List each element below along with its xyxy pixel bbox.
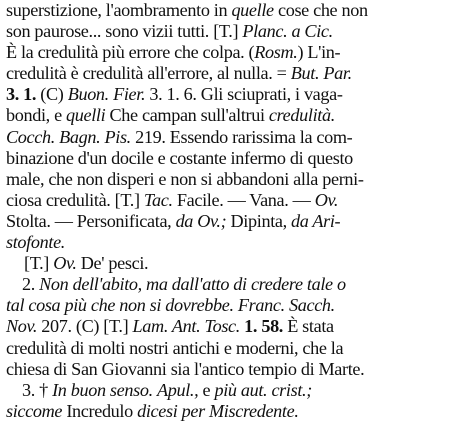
text-line — [6, 42, 469, 63]
text-run: 2. — [22, 274, 40, 295]
text-run: [T.] — [24, 253, 54, 274]
text-line — [6, 338, 469, 359]
text-run: chiesa di San Giovanni sia l'antico tempio di Marte. — [6, 358, 365, 379]
text-line — [6, 190, 469, 211]
text-run: 219. Essendo rarissima la com- — [130, 126, 353, 147]
text-run: Apul., — [156, 379, 199, 400]
text-run: 1. 58. — [239, 316, 284, 337]
text-run: ) L'in- — [297, 42, 341, 63]
text-line — [6, 401, 469, 422]
text-run: Incredulo — [62, 400, 138, 421]
text-line — [6, 84, 469, 105]
text-run: credulità è credulità all'errore, al nulla. = — [6, 63, 291, 84]
text-run: Planc. a Cic. — [242, 21, 333, 42]
text-line — [6, 105, 469, 126]
text-run: In buon senso. — [52, 379, 153, 400]
text-run: e — [198, 379, 215, 400]
text-run: Nov. — [6, 316, 38, 337]
text-run: De' pesci. — [76, 253, 149, 274]
text-run: superstizione, l'aombramento in — [6, 0, 232, 20]
text-line — [6, 0, 469, 21]
text-line — [6, 211, 469, 232]
text-run: son paurose... sono vizii tutti. [T.] — [6, 21, 243, 42]
text-run: È la credulità più errore che colpa. ( — [6, 42, 255, 63]
text-run: dicesi per Miscredente. — [137, 400, 299, 421]
text-run: male, che non disperi e non si abbandoni alla perni- — [6, 168, 364, 189]
text-run: But. Par. — [290, 63, 352, 84]
text-run: bondi, e — [6, 105, 66, 126]
text-run: Dipinta, — [226, 210, 292, 231]
text-run: Stolta. — Personificata, — [6, 210, 176, 231]
text-run: da Ov.; — [175, 210, 227, 231]
text-run: da Ari- — [291, 210, 341, 231]
text-line — [6, 274, 469, 295]
text-run: 3. † — [22, 379, 53, 400]
text-run: quelle — [231, 0, 274, 20]
text-line — [6, 232, 469, 253]
text-run: È stata — [283, 316, 334, 337]
text-run: 3. 1. 6. Gli sciuprati, i vaga- — [145, 84, 343, 105]
text-run: cose che non — [273, 0, 368, 20]
text-line — [6, 295, 469, 316]
text-line — [6, 380, 469, 401]
text-run: Tac. — [143, 189, 173, 210]
text-run: credulità. — [268, 105, 335, 126]
text-run: Ov. — [314, 189, 339, 210]
text-run: Che campan sull'altrui — [105, 105, 269, 126]
text-run: Ov. — [53, 253, 77, 274]
text-run: tal cosa più che non si dovrebbe. Franc. Sacch. — [6, 295, 335, 316]
text-run: Lam. Ant. Tosc. — [132, 316, 240, 337]
text-run: Buon. Fier. — [67, 84, 146, 105]
text-line — [6, 63, 469, 84]
text-line — [6, 169, 469, 190]
text-run: Facile. — Vana. — — [172, 189, 315, 210]
text-line — [6, 253, 469, 274]
text-run: siccome — [6, 400, 63, 421]
text-run: ciosa credulità. [T.] — [6, 189, 144, 210]
text-run: credulità di molti nostri antichi e moderni, che la — [6, 337, 344, 358]
text-line — [6, 21, 469, 42]
text-run: Rosm. — [254, 42, 298, 63]
text-run: (C) — [36, 84, 68, 105]
text-line — [6, 148, 469, 169]
text-run: stofonte. — [6, 232, 65, 253]
text-run: 3. 1. — [6, 84, 37, 105]
text-line — [6, 359, 469, 380]
text-run: quelli — [66, 105, 106, 126]
text-run: Cocch. Bagn. Pis. — [6, 126, 131, 147]
text-run: più aut. crist.; — [214, 379, 312, 400]
text-line — [6, 127, 469, 148]
text-run: Non dell'abito, ma dall'atto di credere tale o — [39, 274, 346, 295]
text-run: binazione d'un docile e costante infermo di questo — [6, 147, 353, 168]
text-line — [6, 316, 469, 337]
text-run: 207. (C) [T.] — [37, 316, 133, 337]
